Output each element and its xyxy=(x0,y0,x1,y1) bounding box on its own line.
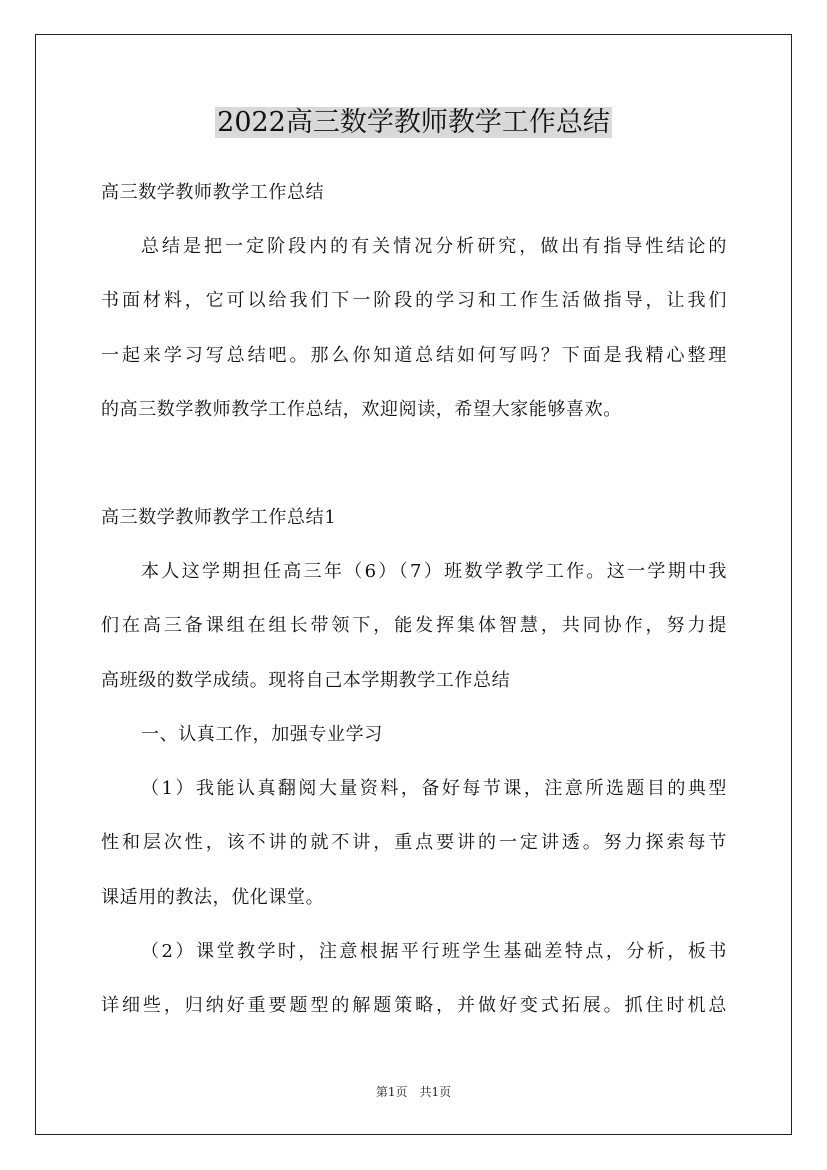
point-heading: 一、认真工作，加强专业学习 xyxy=(141,724,383,745)
intro-line-2: 书面材料，它可以给我们下一阶段的学习和工作生活做指导，让我们 xyxy=(101,290,727,311)
page-footer: 第1页 共1页 xyxy=(375,1085,452,1099)
document-title-text: 2022高三数学教师教学工作总结 xyxy=(217,107,610,138)
intro-line-3: 一起来学习写总结吧。那么你知道总结如何写吗？下面是我精心整理 xyxy=(101,345,727,366)
intro-line-1: 总结是把一定阶段内的有关情况分析研究，做出有指导性结论的 xyxy=(141,236,727,257)
item2-line-2: 详细些，归纳好重要题型的解题策略，并做好变式拓展。抓住时机总 xyxy=(101,995,727,1016)
item1-line-2: 性和层次性，该不讲的就不讲，重点要讲的一定讲透。努力探索每节 xyxy=(101,832,727,853)
document-title xyxy=(0,103,827,143)
document-subtitle: 高三数学教师教学工作总结 xyxy=(101,182,325,203)
para1-line-2: 们在高三备课组在组长带领下，能发挥集体智慧，共同协作，努力提 xyxy=(101,615,727,636)
intro-line-4: 的高三数学教师教学工作总结，欢迎阅读，希望大家能够喜欢。 xyxy=(101,399,622,420)
item1-line-1: （1）我能认真翻阅大量资料，备好每节课，注意所选题目的典型 xyxy=(141,778,727,799)
item2-line-1: （2）课堂教学时，注意根据平行班学生基础差特点，分析，板书 xyxy=(141,941,727,962)
item1-line-3: 课适用的教法，优化课堂。 xyxy=(101,887,325,908)
para1-line-1: 本人这学期担任高三年（6）（7）班数学教学工作。这一学期中我 xyxy=(141,561,727,582)
section-heading-1: 高三数学教师教学工作总结1 xyxy=(101,507,337,528)
para1-line-3: 高班级的数学成绩。现将自己本学期教学工作总结 xyxy=(101,670,511,691)
